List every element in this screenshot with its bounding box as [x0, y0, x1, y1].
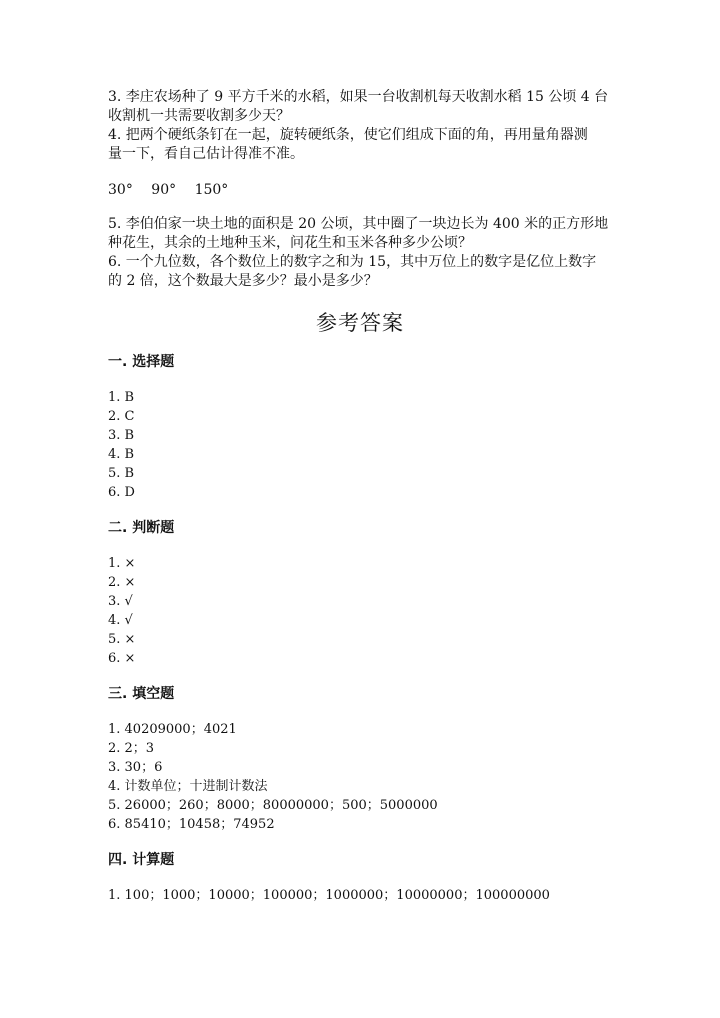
answer-item: 4. 计数单位；十进制计数法: [108, 779, 268, 794]
answer-item: 1. 40209000；4021: [108, 722, 237, 737]
answer-item: 1. 100；1000；10000；100000；1000000；10000000；100000000: [108, 888, 550, 903]
answer-item: 5. ×: [108, 632, 136, 647]
angle-item: 150°: [194, 182, 229, 198]
answer-item: 5. B: [108, 466, 135, 481]
angle-item: 30°: [108, 182, 133, 198]
angle-item: 90°: [151, 182, 177, 198]
answer-item: 3. 30；6: [108, 760, 163, 775]
answer-item: 4. B: [108, 447, 135, 462]
question-3-line-1: 3. 李庄农场种了 9 平方千米的水稻，如果一台收割机每天收割水稻 15 公顷 4 台: [108, 89, 609, 105]
question-5-line-1: 5. 李伯伯家一块土地的面积是 20 公顷，其中圈了一块边长为 400 米的正方形地: [108, 216, 609, 232]
answer-item: 3. B: [108, 428, 135, 443]
answer-item: 5. 26000；260；8000；80000000；500；5000000: [108, 798, 438, 813]
answer-item: 2. C: [108, 409, 135, 424]
question-6-line-2: 的 2 倍，这个数最大是多少？最小是多少？: [108, 273, 378, 289]
answer-title: 参考答案: [316, 311, 404, 335]
section-heading-judge: 二. 判断题: [108, 520, 175, 536]
section-heading-choice: 一. 选择题: [108, 354, 175, 370]
answer-item: 6. ×: [108, 651, 136, 666]
section-heading-calc: 四. 计算题: [108, 852, 175, 868]
answer-item: 4. √: [108, 613, 133, 628]
question-4-line-2: 量一下，看自己估计得准不准。: [108, 146, 304, 162]
question-4-line-1: 4. 把两个硬纸条钉在一起，旋转硬纸条，使它们组成下面的角，再用量角器测: [108, 127, 588, 143]
answer-item: 6. 85410；10458；74952: [108, 817, 275, 832]
section-heading-fill: 三. 填空题: [108, 686, 175, 702]
answer-item: 1. B: [108, 390, 135, 405]
answer-item: 6. D: [108, 485, 135, 500]
angle-list: [108, 180, 242, 200]
answer-item: 3. √: [108, 594, 133, 609]
answer-item: 1. ×: [108, 556, 136, 571]
question-5-line-2: 种花生，其余的土地种玉米，问花生和玉米各种多少公顷？: [108, 235, 472, 251]
answer-item: 2. ×: [108, 575, 136, 590]
answer-item: 2. 2；3: [108, 741, 155, 756]
question-6-line-1: 6. 一个九位数，各个数位上的数字之和为 15，其中万位上的数字是亿位上数字: [108, 254, 597, 270]
question-3-line-2: 收割机一共需要收割多少天？: [108, 108, 290, 124]
